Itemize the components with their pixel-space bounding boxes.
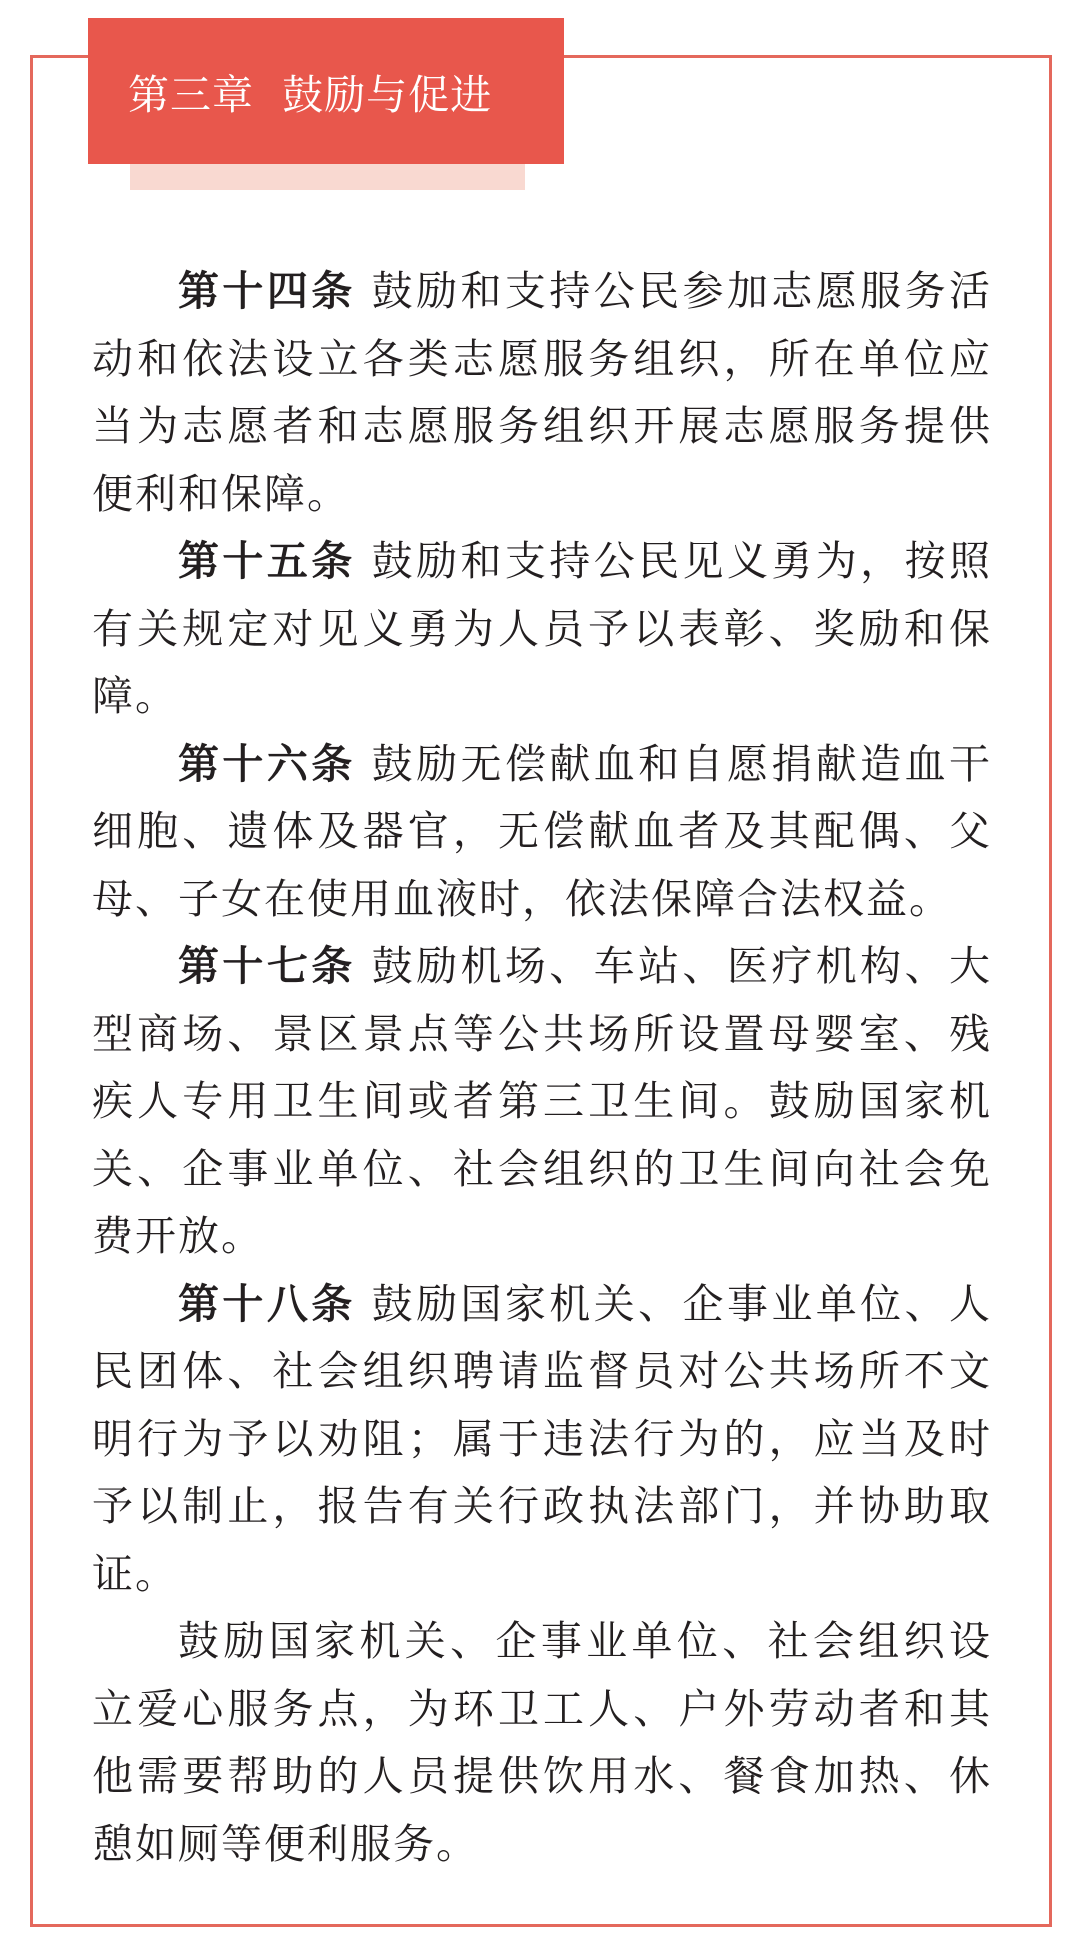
article-text: 鼓励和支持公民见义勇为，按照有关规定对见义勇为人员予以表彰、奖励和保障。 — [92, 537, 993, 720]
article-16 — [92, 731, 992, 934]
article-text: 鼓励国家机关、企事业单位、人民团体、社会组织聘请监督员对公共场所不文明行为予以劝阻；属于违法行为的，应当及时予以制止，报告有关行政执法部门，并协助取证。 — [92, 1279, 993, 1598]
article-number: 第十五条 — [178, 537, 356, 585]
article-14 — [92, 258, 992, 528]
article-15 — [92, 528, 992, 731]
chapter-title: 第三章 鼓励与促进 — [128, 70, 493, 119]
regulation-body — [92, 258, 992, 1878]
article-number: 第十四条 — [178, 267, 356, 315]
chapter-header-shadow — [130, 162, 525, 190]
article-number: 第十七条 — [178, 942, 356, 990]
article-18-paragraph-2 — [92, 1608, 992, 1878]
article-number: 第十八条 — [178, 1279, 356, 1328]
article-text: 鼓励机场、车站、医疗机构、大型商场、景区景点等公共场所设置母婴室、残疾人专用卫生间或者第三卫生间。鼓励国家机关、企事业单位、社会组织的卫生间向社会免费开放。 — [92, 942, 993, 1260]
article-18 — [92, 1271, 992, 1609]
chapter-header — [88, 18, 564, 164]
article-text: 鼓励国家机关、企事业单位、社会组织设立爱心服务点，为环卫工人、户外劳动者和其他需要帮助的人员提供饮用水、餐食加热、休憩如厕等便利服务。 — [92, 1617, 992, 1868]
article-text: 鼓励无偿献血和自愿捐献造血干细胞、遗体及器官，无偿献血者及其配偶、父母、子女在使用血液时，依法保障合法权益。 — [92, 739, 993, 923]
article-text: 鼓励和支持公民参加志愿服务活动和依法设立各类志愿服务组织，所在单位应当为志愿者和志愿服务组织开展志愿服务提供便利和保障。 — [92, 267, 993, 518]
article-17 — [92, 933, 992, 1271]
article-number: 第十六条 — [178, 739, 356, 788]
